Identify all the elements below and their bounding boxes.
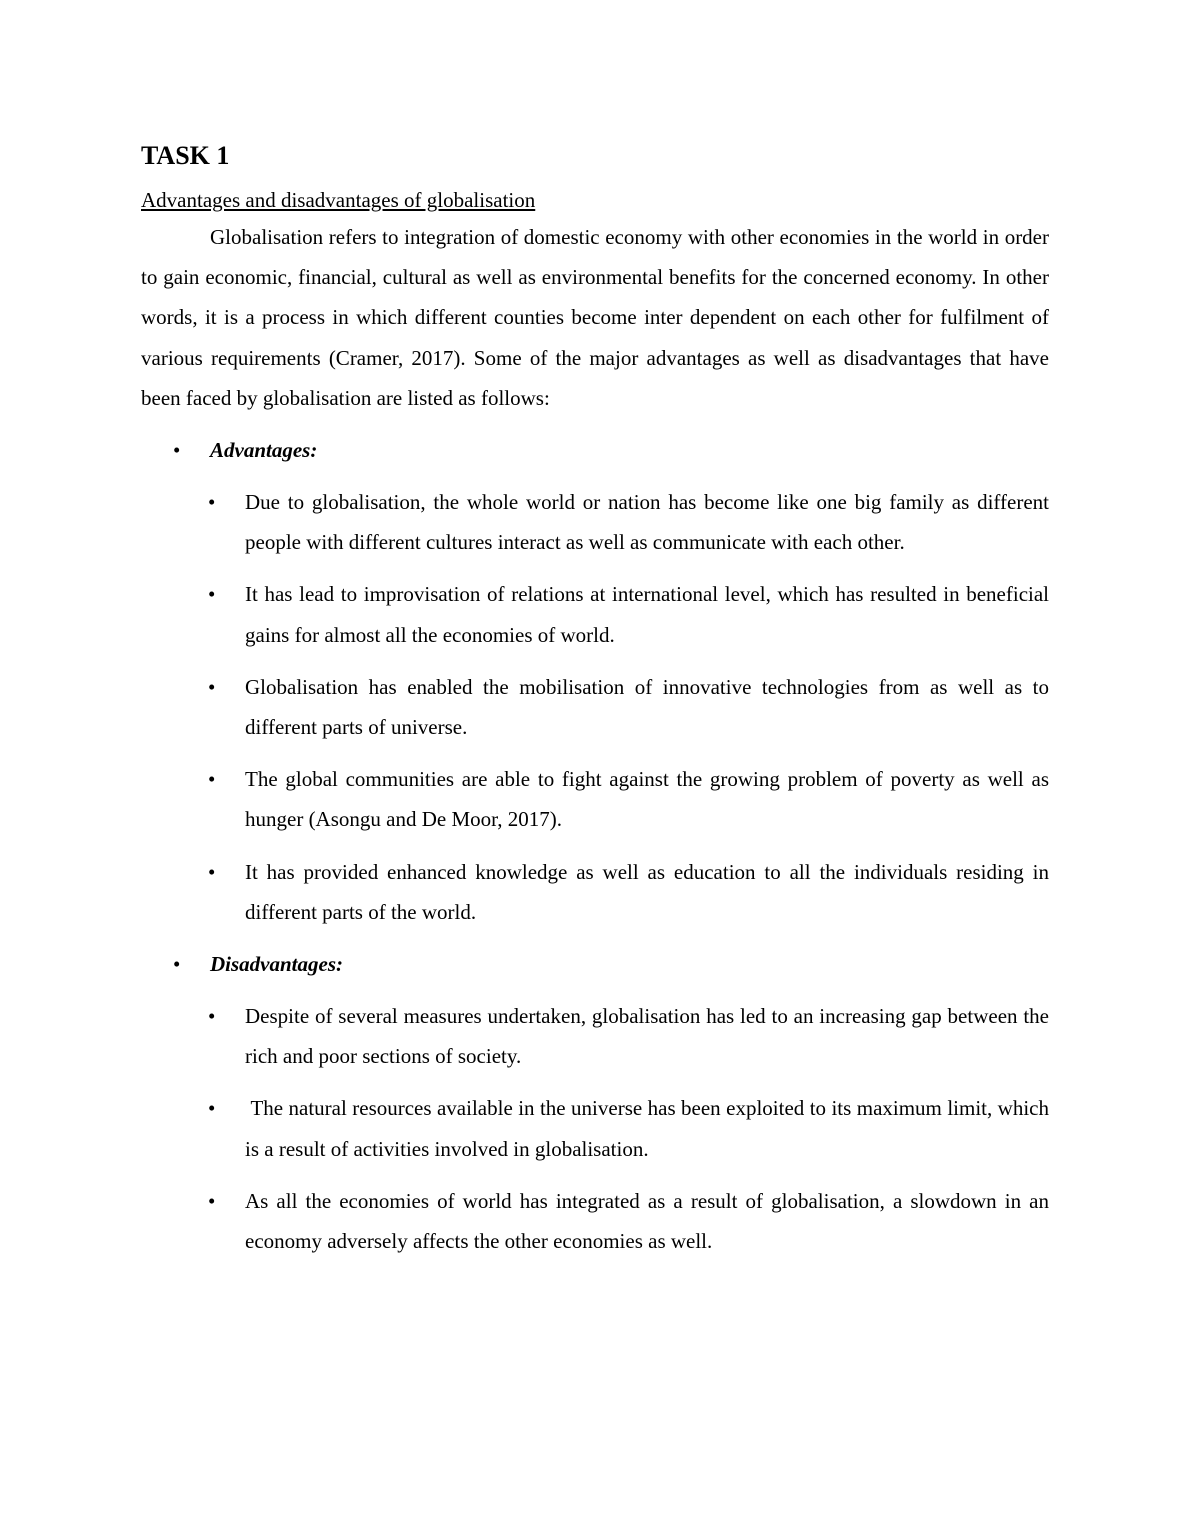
list-item — [141, 574, 1049, 654]
list-item-text: Due to globalisation, the whole world or nation has become like one big family as different people with different cultures interact as well as communicate with each other. — [245, 490, 1049, 555]
section-title-disadvantages: Disadvantages: — [210, 952, 343, 977]
page-heading: TASK 1 — [141, 141, 230, 170]
list-item — [141, 1088, 1055, 1168]
document-page — [141, 138, 1055, 1273]
bullet-icon: • — [173, 438, 181, 463]
bullet-icon: • — [208, 767, 216, 792]
list-item — [141, 1181, 1049, 1261]
list-item — [141, 759, 1049, 839]
list-item — [141, 996, 1049, 1076]
section-title-advantages: Advantages: — [210, 438, 318, 463]
list-item — [141, 667, 1049, 747]
list-item-text: Despite of several measures undertaken, globalisation has led to an increasing gap between the rich and poor sections of society. — [245, 1004, 1049, 1069]
bullet-icon: • — [208, 1096, 216, 1121]
bullet-icon: • — [208, 674, 216, 699]
bullet-icon: • — [208, 582, 216, 607]
section-disadvantages — [141, 944, 1049, 984]
section-advantages — [141, 430, 1049, 470]
list-item-text: The global communities are able to fight against the growing problem of poverty as well as hunger (Asongu and De Moor, 2017). — [245, 767, 1049, 832]
bullet-icon: • — [173, 952, 181, 977]
list-item-text: It has provided enhanced knowledge as well as education to all the individuals residing in different parts of the world. — [245, 859, 1049, 924]
list-item — [141, 852, 1049, 932]
intro-paragraph: Globalisation refers to integration of domestic economy with other economies in the world in order to gain economic, financial, cultural as well as environmental benefits for the concerned economy. In other words, it is a process in which different counties become inter dependent on each other for fulfilment of various requirements (Cramer, 2017). Some of the major advantages as well as disadvantages that have been faced by globalisation are listed as follows: — [141, 225, 1049, 410]
bullet-icon: • — [208, 1004, 216, 1029]
list-item-text: It has lead to improvisation of relations at international level, which has resulted in beneficial gains for almost all the economies of world. — [245, 582, 1049, 647]
list-item-text: The natural resources available in the universe has been exploited to its maximum limit, which is a result of activities involved in globalisation. — [245, 1096, 1055, 1161]
bullet-icon: • — [208, 859, 216, 884]
bullet-icon: • — [208, 490, 216, 515]
bullet-icon: • — [208, 1188, 216, 1213]
list-item — [141, 482, 1049, 562]
list-item-text: Globalisation has enabled the mobilisation of innovative technologies from as well as to different parts of universe. — [245, 674, 1049, 740]
section-subheading: Advantages and disadvantages of globalisation — [141, 188, 536, 212]
list-item-text: As all the economies of world has integrated as a result of globalisation, a slowdown in an economy adversely affects the other economies as well. — [245, 1188, 1049, 1254]
